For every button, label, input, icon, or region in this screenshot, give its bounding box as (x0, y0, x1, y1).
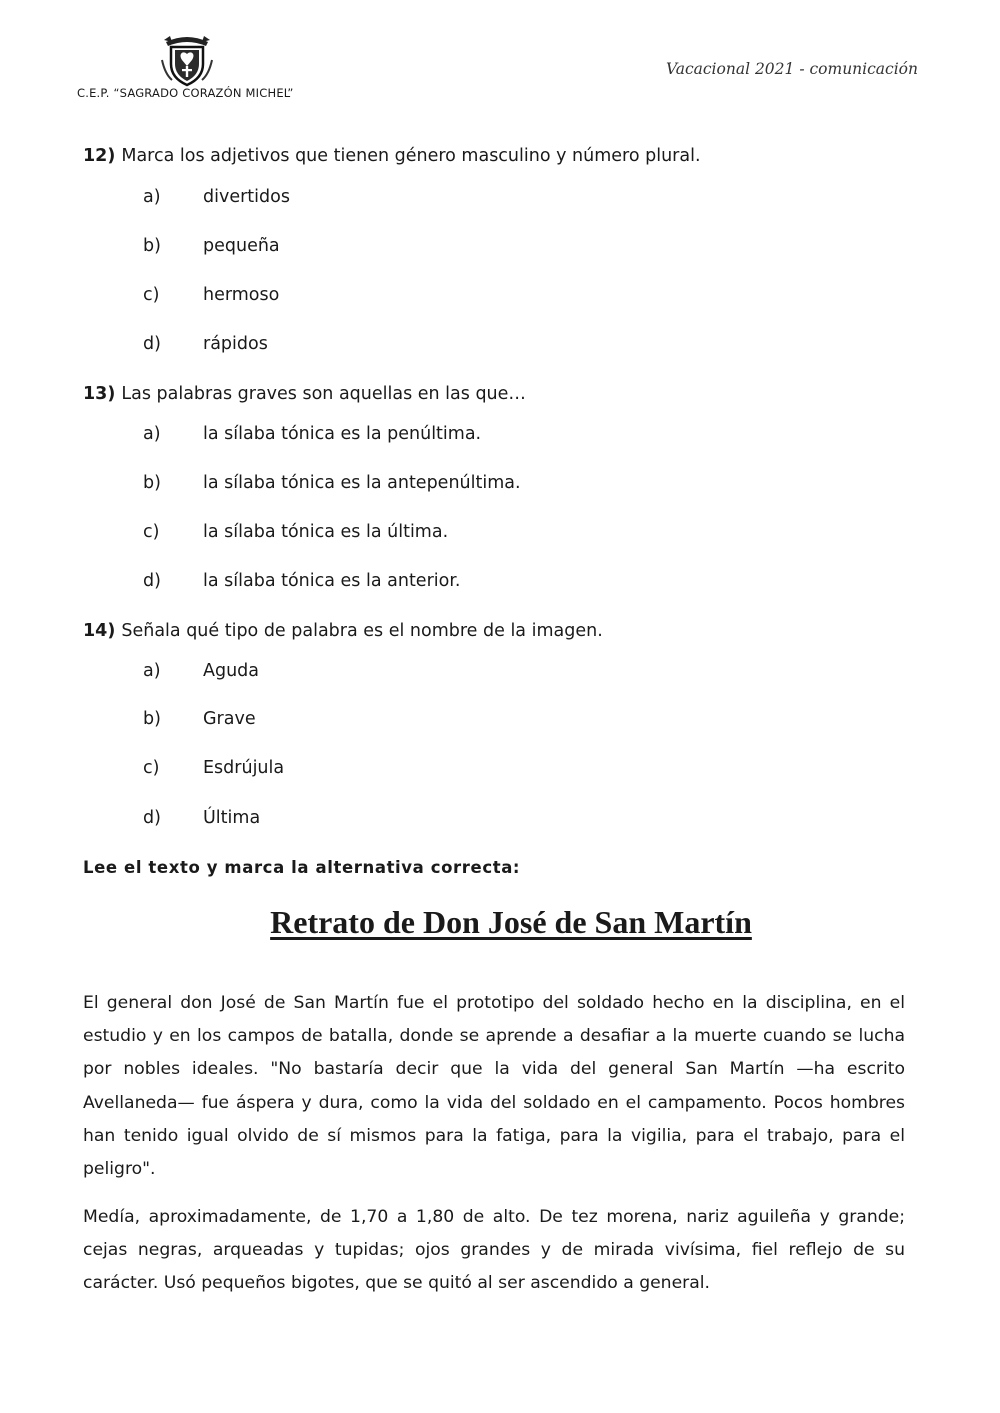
option-text: la sílaba tónica es la última. (203, 522, 449, 542)
option-text: Aguda (203, 661, 260, 681)
option-item[interactable] (143, 709, 256, 729)
option-text: la sílaba tónica es la antepenúltima. (203, 473, 521, 493)
option-item[interactable] (143, 758, 284, 778)
option-letter: a) (143, 424, 161, 444)
school-name: C.E.P. “SAGRADO CORAZÓN MICHEL” (77, 86, 294, 100)
question-text: Las palabras graves son aquellas en las que… (121, 384, 526, 404)
option-text: divertidos (203, 187, 290, 207)
reading-title: Retrato de Don José de San Martín (270, 904, 752, 940)
option-letter: c) (143, 285, 160, 305)
option-item[interactable] (143, 661, 259, 681)
question-number: 14) (83, 621, 116, 641)
reading-paragraph: El general don José de San Martín fue el prototipo del soldado hecho en la disciplina, en el estudio y en los campos de batalla, donde se aprende a desafiar a la muerte cuando se lucha por nobles ideales. "No bastaría decir que la vida del general San Martín —ha escrito Avellaneda— fue áspera y dura, como la vida del soldado en el campamento. Pocos hombres han tenido igual olvido de sí mismos para la fatiga, para la vigilia, para el trabajo, para el peligro". (83, 993, 905, 1180)
option-text: la sílaba tónica es la anterior. (203, 571, 461, 591)
option-item[interactable] (143, 571, 461, 591)
document-subtitle: Vacacional 2021 - comunicación (665, 60, 918, 78)
question-14 (83, 621, 603, 641)
option-text: Última (203, 808, 261, 828)
option-item[interactable] (143, 334, 268, 354)
option-letter: b) (143, 473, 161, 493)
option-letter: c) (143, 758, 160, 778)
option-item[interactable] (143, 236, 280, 256)
option-letter: c) (143, 522, 160, 542)
option-text: rápidos (203, 334, 268, 354)
option-letter: b) (143, 709, 161, 729)
option-letter: d) (143, 571, 161, 591)
reading-paragraph: Medía, aproximadamente, de 1,70 a 1,80 de alto. De tez morena, nariz aguileña y grande; cejas negras, arqueadas y tupidas; ojos grandes y de mirada vivísima, fiel reflejo de su carácter. Usó pequeños bigotes, que se quitó al ser ascendido a general. (83, 1207, 905, 1294)
question-text: Marca los adjetivos que tienen género masculino y número plural. (121, 146, 701, 166)
school-crest-icon (160, 30, 214, 88)
option-text: pequeña (203, 236, 280, 256)
option-item[interactable] (143, 285, 279, 305)
option-letter: a) (143, 187, 161, 207)
option-text: Esdrújula (203, 758, 285, 778)
option-text: la sílaba tónica es la penúltima. (203, 424, 482, 444)
question-text: Señala qué tipo de palabra es el nombre de la imagen. (121, 621, 603, 641)
option-letter: a) (143, 661, 161, 681)
option-item[interactable] (143, 522, 448, 542)
question-12 (83, 146, 701, 166)
question-13 (83, 384, 526, 404)
option-text: Grave (203, 709, 256, 729)
question-number: 13) (83, 384, 116, 404)
option-item[interactable] (143, 473, 521, 493)
option-item[interactable] (143, 187, 290, 207)
option-letter: b) (143, 236, 161, 256)
option-letter: d) (143, 334, 161, 354)
question-number: 12) (83, 146, 116, 166)
option-text: hermoso (203, 285, 280, 305)
option-letter: d) (143, 808, 161, 828)
reading-instruction: Lee el texto y marca la alternativa correcta: (83, 858, 521, 877)
option-item[interactable] (143, 808, 260, 828)
option-item[interactable] (143, 424, 481, 444)
